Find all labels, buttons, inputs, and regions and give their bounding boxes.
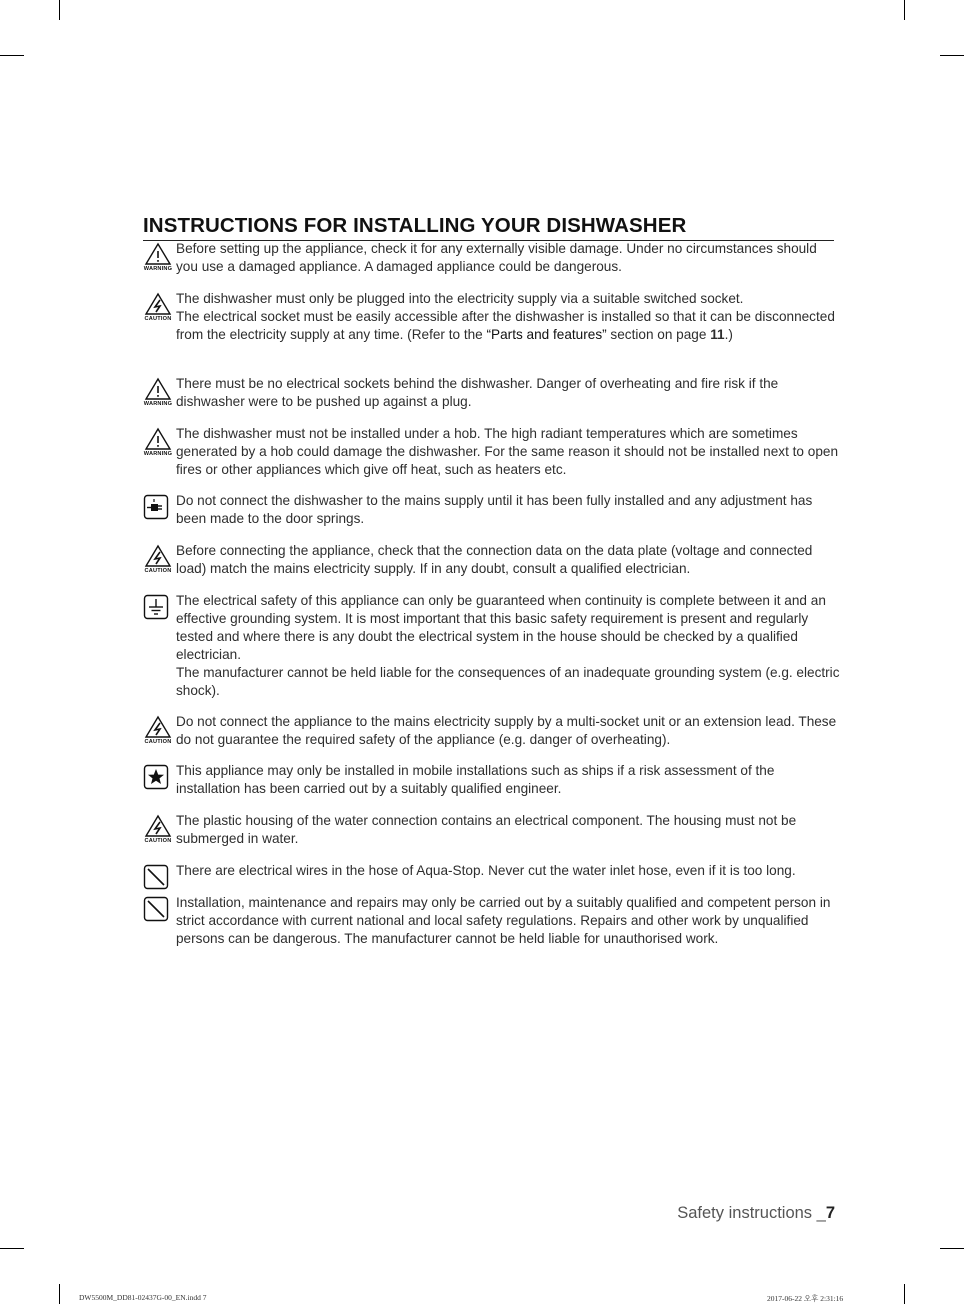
item-text: Do not connect the appliance to the mains electricity supply by a multi-socket unit or an extension lead. These do not guarantee the required safety of the appliance (e.g. danger of overheating). [176,714,837,747]
page-number: 7 [825,1204,835,1222]
star-icon [143,764,173,794]
crop-mark [940,55,964,56]
crop-mark [904,1284,905,1304]
footer-section: Safety instructions _ [677,1204,826,1222]
crop-mark [59,0,60,20]
item-text: Before connecting the appliance, check that the connection data on the data plate (voltage and connected load) match the mains electricity supply. If in any doubt, consult a qualified electrician. [176,543,813,576]
item-text: There must be no electrical sockets behind the dishwasher. Danger of overheating and fire risk if the dishwasher were to be pushed up against a plug. [176,376,779,409]
warning-label: WARNING [143,451,173,457]
crop-mark [59,1284,60,1304]
caution-label: CAUTION [144,838,172,844]
warning-label: WARNING [143,266,173,272]
item-text: The dishwasher must not be installed under a hob. The high radiant temperatures which are sometimes generated by a hob could damage the dishwasher. For the same reason it should not be installed next to open fires or other appliances which give off heat, such as heaters etc. [176,426,838,477]
page-footer [677,1204,835,1223]
print-slug-timestamp: 2017-06-22 오후 2:31:16 [767,1294,844,1303]
ground-icon [143,594,173,624]
item-text: The dishwasher must only be plugged into the electricity supply via a suitable switched socket. [176,291,744,306]
item-text: The electrical socket must be easily accessible after the dishwasher is installed so that it can be disconnected from the electricity supply at any time. (Refer to the “Parts and features” section on page 11.) [176,309,835,342]
item-text: There are electrical wires in the hose of Aqua-Stop. Never cut the water inlet hose, even if it is too long. [176,863,796,878]
caution-label: CAUTION [144,739,172,745]
item-text: Do not connect the dishwasher to the mains supply until it has been fully installed and any adjustment has been made to the door springs. [176,493,813,526]
page-title: INSTRUCTIONS FOR INSTALLING YOUR DISHWASHER [143,214,834,241]
crop-mark [940,1248,964,1249]
item-text: Before setting up the appliance, check it for any externally visible damage. Under no circumstances should you use a damaged appliance. A damaged appliance could be dangerous. [176,241,817,274]
crop-mark [0,55,24,56]
item-text: The plastic housing of the water connection contains an electrical component. The housing must not be submerged in water. [176,813,797,846]
caution-label: CAUTION [144,316,172,322]
item-text: The manufacturer cannot be held liable for the consequences of an inadequate grounding system (e.g. electric shock). [176,665,840,698]
crop-mark [0,1248,24,1249]
caution-label: CAUTION [144,568,172,574]
prohibited-icon [143,864,173,894]
item-text: Installation, maintenance and repairs may only be carried out by a suitably qualified and competent person in strict accordance with current national and local safety regulations. Repairs and other work by unqualified persons can be dangerous. The manufacturer cannot be held liable for unauthorised work. [176,895,831,946]
unplug-icon [143,494,173,524]
prohibited-icon [143,896,173,926]
crop-mark [904,0,905,20]
parts-and-features-reference: “Parts and features” [486,327,607,342]
print-slug-file: DW5500M_DD81-02437G-00_EN.indd 7 [79,1293,207,1302]
page-reference: 11 [710,327,725,342]
warning-label: WARNING [143,401,173,407]
item-text: This appliance may only be installed in mobile installations such as ships if a risk assessment of the installation has been carried out by a suitably qualified engineer. [176,763,775,796]
item-text: The electrical safety of this appliance can only be guaranteed when continuity is complete between it and an effective grounding system. It is most important that this basic safety requirement is present and regularly tested and where there is any doubt the electrical system in the house should be checked by a qualified electrician. [176,593,826,662]
